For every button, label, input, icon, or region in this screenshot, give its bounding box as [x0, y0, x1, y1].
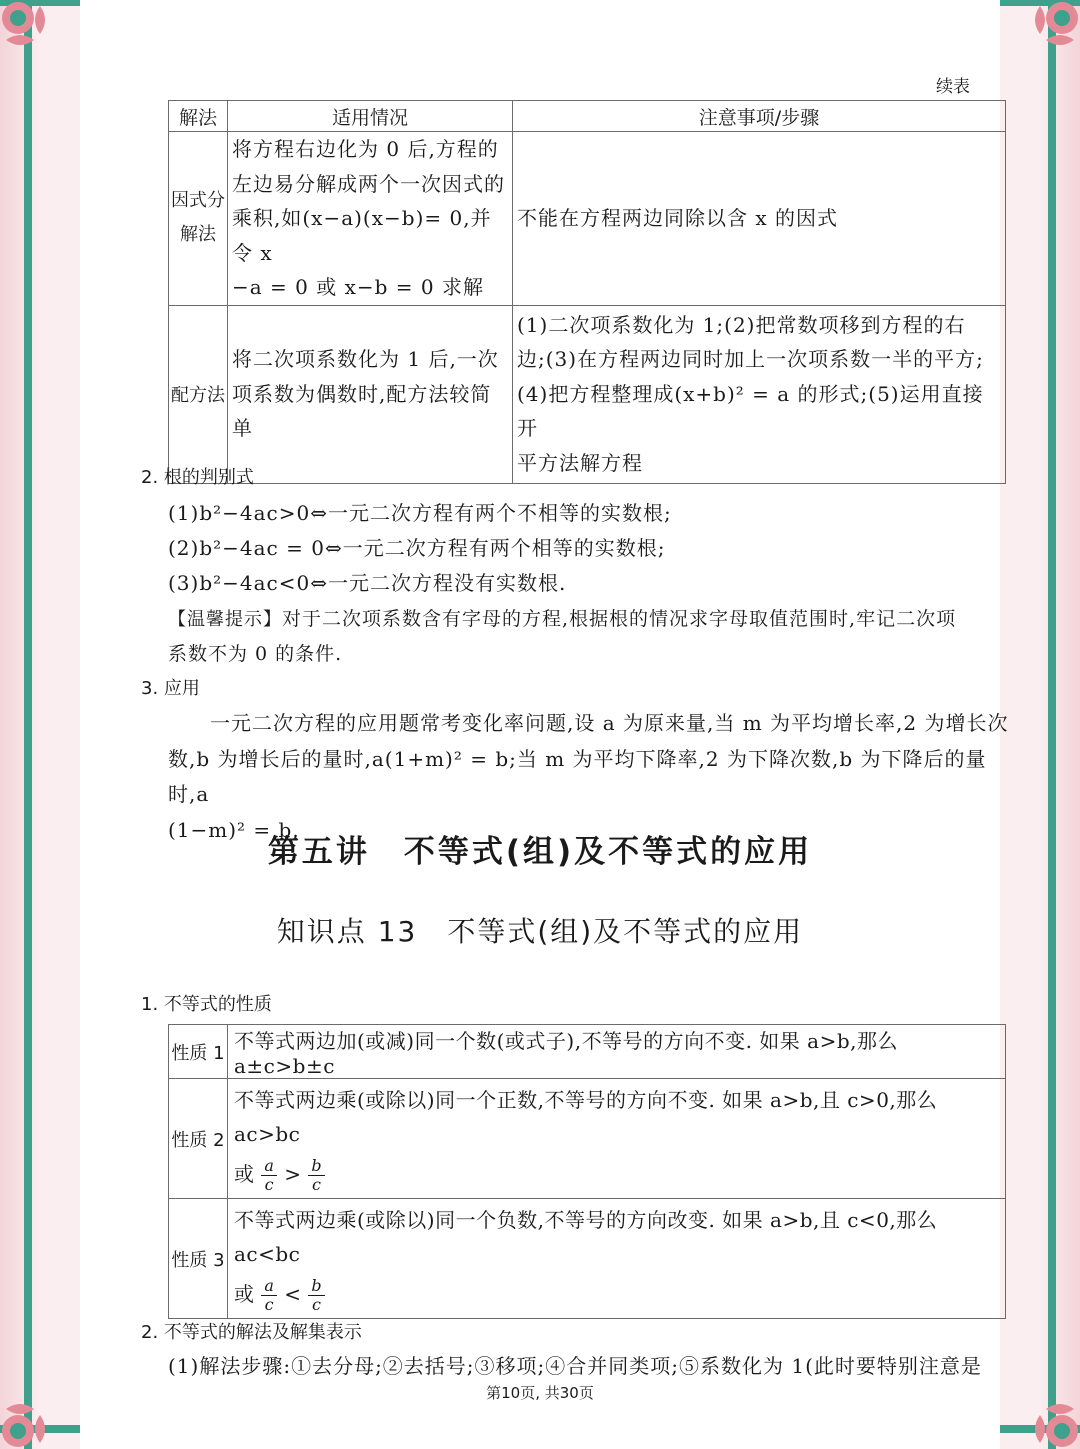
section-title: 3. 应用: [141, 678, 200, 699]
property-label: 性质 3: [169, 1199, 228, 1319]
condition-line: 将二次项系数化为 1 后,一次: [232, 347, 499, 372]
section-title: 2. 根的判别式: [141, 467, 254, 488]
table-row: [169, 1079, 1006, 1199]
property-cell: [228, 1199, 1006, 1319]
continued-label: 续表: [936, 77, 970, 96]
method-cell: [169, 132, 228, 306]
condition-line: −a = 0 或 x−b = 0 求解: [232, 275, 484, 299]
fraction: [308, 1277, 325, 1314]
fraction-numerator: a: [261, 1277, 277, 1296]
fraction: [261, 1157, 277, 1194]
discriminant-list: [168, 496, 1008, 601]
property-text: 不等式两边乘(或除以)同一个负数,不等号的方向改变. 如果 a>b,且 c<0,那么 ac<bc: [234, 1208, 938, 1266]
notes-cell: [513, 132, 1006, 306]
condition-line: 左边易分解成两个一次因式的: [232, 171, 505, 196]
property-text: 不等式两边乘(或除以)同一个正数,不等号的方向不变. 如果 a>b,且 c>0,那么 ac>bc: [234, 1088, 938, 1146]
property-cell: [228, 1079, 1006, 1199]
table-row: [169, 305, 1006, 483]
tip-paragraph: [168, 602, 1008, 672]
fraction-denominator: c: [312, 1295, 322, 1314]
discriminant-line: (2)b²−4ac = 0⇔一元二次方程有两个相等的实数根;: [168, 536, 666, 560]
fraction-denominator: c: [312, 1175, 322, 1194]
section-title: 2. 不等式的解法及解集表示: [141, 1322, 362, 1343]
tip-text: 对于二次项系数含有字母的方程,根据根的情况求字母取值范围时,牢记二次项: [282, 608, 957, 630]
fraction-denominator: c: [264, 1175, 275, 1194]
notes-line: 平方法解方程: [517, 450, 643, 475]
discriminant-line: (1)b²−4ac>0⇔一元二次方程有两个不相等的实数根;: [168, 501, 672, 525]
table-row: [169, 1025, 1006, 1079]
notes-cell: [513, 305, 1006, 483]
fraction: [308, 1157, 325, 1194]
method-name-line: 因式分: [171, 190, 225, 212]
relation-sign: >: [284, 1162, 302, 1186]
lecture-title: 第五讲 不等式(组)及不等式的应用: [267, 834, 813, 870]
method-cell: [169, 305, 228, 483]
formula-prefix: 或: [234, 1162, 255, 1186]
property-label: 性质 1: [169, 1025, 228, 1079]
condition-cell: [228, 132, 513, 306]
table-header: 注意事项/步骤: [513, 101, 1006, 132]
condition-line: 乘积,如(x−a)(x−b)= 0,并令 x: [232, 206, 492, 265]
table-header-row: [169, 101, 1006, 132]
fraction-formula: [234, 1157, 999, 1194]
notes-line: (4)把方程整理成(x+b)² = a 的形式;(5)运用直接开: [517, 381, 984, 441]
condition-line: 单: [232, 416, 253, 441]
method-name-line: 解法: [180, 224, 216, 246]
table-row: [169, 1199, 1006, 1319]
application-line: 数,b 为增长后的量时,a(1+m)² = b;当 m 为平均下降率,2 为下降次数,b 为下降后的量时,a: [168, 746, 987, 806]
table-row: [169, 132, 1006, 306]
fraction-numerator: a: [261, 1157, 277, 1176]
fraction-formula: [234, 1277, 999, 1314]
steps-line: (1)解法步骤:①去分母;②去括号;③移项;④合并同类项;⑤系数化为 1(此时要特别注意是: [168, 1354, 982, 1378]
application-line: 一元二次方程的应用题常考变化率问题,设 a 为原来量,当 m 为平均增长率,2 为增长次: [168, 711, 1009, 735]
section-title: 1. 不等式的性质: [141, 994, 272, 1015]
condition-cell: [228, 305, 513, 483]
condition-line: 项系数为偶数时,配方法较简: [232, 381, 492, 406]
inequality-properties-table: [168, 1024, 1006, 1319]
notes-line: 边;(3)在方程两边同时加上一次项系数一半的平方;: [517, 347, 984, 372]
condition-line: 将方程右边化为 0 后,方程的: [232, 137, 499, 161]
application-line: (1−m)² = b.: [168, 817, 300, 842]
notes-line: (1)二次项系数化为 1;(2)把常数项移到方程的右: [517, 312, 966, 337]
page-number: 第10页, 共30页: [486, 1384, 594, 1402]
method-name-line: 配方法: [171, 385, 225, 406]
notes-line: 不能在方程两边同除以含 x 的因式: [517, 206, 838, 230]
relation-sign: <: [284, 1282, 302, 1306]
fraction-numerator: b: [308, 1277, 325, 1296]
property-label: 性质 2: [169, 1079, 228, 1199]
table-header: 适用情况: [228, 101, 513, 132]
tip-text: 系数不为 0 的条件.: [168, 643, 343, 665]
tip-label: 【温馨提示】: [168, 609, 282, 630]
discriminant-line: (3)b²−4ac<0⇔一元二次方程没有实数根.: [168, 571, 567, 595]
knowledge-point-title: 知识点 13 不等式(组)及不等式的应用: [276, 915, 804, 948]
solution-methods-table: [168, 100, 1006, 484]
formula-prefix: 或: [234, 1282, 255, 1306]
fraction-denominator: c: [264, 1295, 275, 1314]
table-header: 解法: [169, 101, 228, 132]
fraction-numerator: b: [308, 1157, 325, 1176]
property-text: 不等式两边加(或减)同一个数(或式子),不等号的方向不变. 如果 a>b,那么 a±c>b±c: [228, 1025, 1006, 1079]
fraction: [261, 1277, 277, 1314]
